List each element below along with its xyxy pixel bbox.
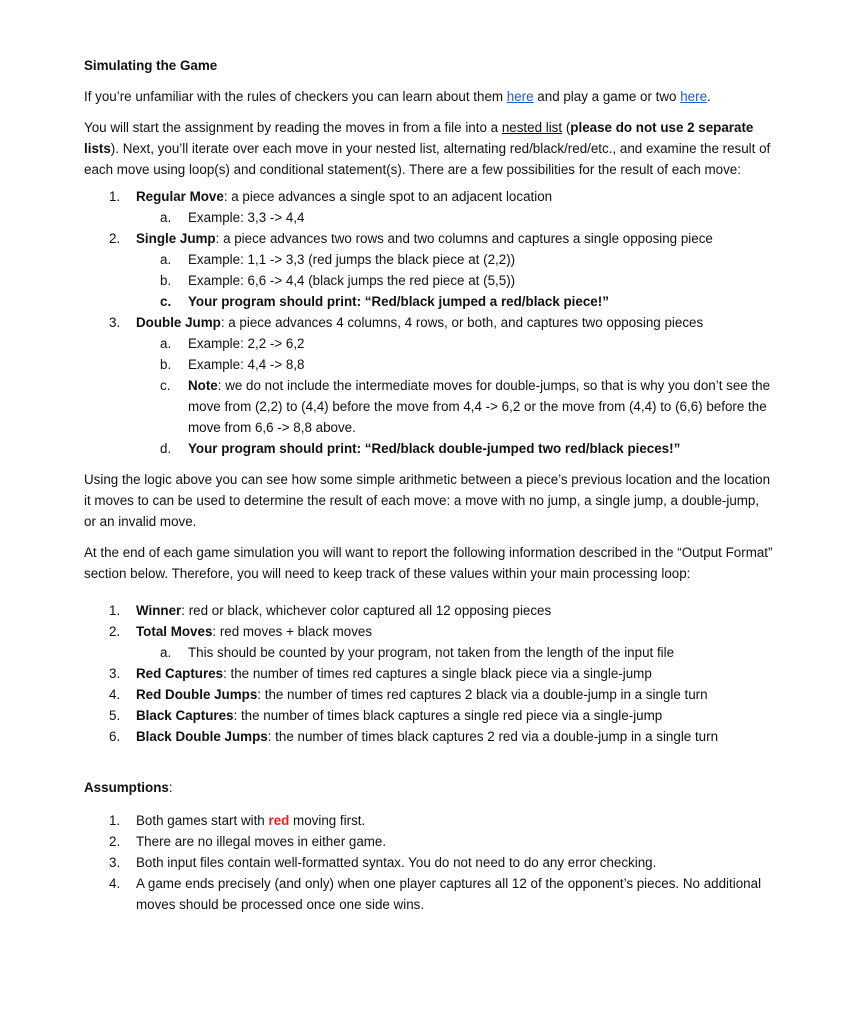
sub-bold-text: Your program should print: “Red/black double-jumped two red/black pieces!” (188, 441, 681, 456)
assumptions-heading (84, 777, 774, 798)
list-item (84, 312, 774, 459)
intro-paragraph (84, 86, 774, 107)
assumptions-title: Assumptions (84, 780, 169, 795)
assumptions-list (84, 810, 774, 915)
list-number: 4. (109, 876, 121, 891)
assignment-text-2: ( (562, 120, 571, 135)
intro-text: If you’re unfamiliar with the rules of checkers you can learn about them (84, 89, 507, 104)
list-term: Red Double Jumps (136, 687, 258, 702)
rules-link[interactable]: here (506, 89, 534, 104)
list-term: Red Captures (136, 666, 224, 681)
list-desc: : red or black, whichever color captured all 12 opposing pieces (181, 603, 552, 618)
sub-list-item (136, 207, 774, 228)
sub-letter: c. (160, 294, 172, 309)
sub-text: Example: 6,6 -> 4,4 (black jumps the red piece at (5,5)) (188, 273, 516, 288)
sub-list (136, 642, 774, 663)
list-term: Single Jump (136, 231, 216, 246)
sub-letter: a. (160, 645, 172, 660)
list-item (84, 726, 774, 747)
move-types-list (84, 186, 774, 459)
sub-list-item (136, 354, 774, 375)
list-number: 2. (109, 231, 121, 246)
sub-text: Example: 2,2 -> 6,2 (188, 336, 305, 351)
list-item (84, 600, 774, 621)
list-number: 3. (109, 855, 121, 870)
list-item (84, 621, 774, 663)
play-link[interactable]: here (680, 89, 708, 104)
list-term: Black Double Jumps (136, 729, 268, 744)
intro-mid-text: and play a game or two (533, 89, 681, 104)
list-term: Regular Move (136, 189, 224, 204)
sub-letter: b. (160, 357, 172, 372)
list-desc: There are no illegal moves in either game. (136, 834, 387, 849)
sub-bold-text: Your program should print: “Red/black jumped a red/black piece!” (188, 294, 609, 309)
sub-list-item (136, 291, 774, 312)
list-number: 1. (109, 189, 121, 204)
list-term: Winner (136, 603, 182, 618)
nested-list-term: nested list (501, 120, 563, 135)
red-highlight: red (268, 813, 290, 828)
list-number: 6. (109, 729, 121, 744)
list-number: 2. (109, 624, 121, 639)
report-list (84, 600, 774, 747)
sub-text: : we do not include the intermediate moves for double-jumps, so that is why you don’t see the move from (2,2) to (4,4) before the move from 4,4 -> 6,2 or the move from (4,4) to (6,6) before the move from 6,6 -> 8,8 above. (188, 378, 771, 435)
list-number: 1. (109, 813, 121, 828)
list-desc: Both games start with (136, 813, 269, 828)
sub-letter: b. (160, 273, 172, 288)
list-desc: : the number of times black captures 2 red via a double-jump in a single turn (267, 729, 719, 744)
sub-letter: a. (160, 336, 172, 351)
list-item (84, 684, 774, 705)
sub-letter: a. (160, 252, 172, 267)
list-number: 3. (109, 315, 121, 330)
list-item (84, 228, 774, 312)
list-number: 3. (109, 666, 121, 681)
list-item (84, 705, 774, 726)
assignment-text-3: ). Next, you’ll iterate over each move in your nested list, alternating red/black/red/etc., and examine the result of each move using loop(s) and conditional statement(s). There are a few possibilities for the result of each move: (84, 141, 771, 177)
sub-list-item (136, 438, 774, 459)
sub-list-item (136, 270, 774, 291)
sub-list-item (136, 333, 774, 354)
sub-letter: d. (160, 441, 172, 456)
list-desc: : a piece advances a single spot to an adjacent location (223, 189, 553, 204)
list-desc: : red moves + black moves (212, 624, 373, 639)
sub-list (136, 249, 774, 312)
list-item (84, 852, 774, 873)
sub-list-item (136, 249, 774, 270)
list-desc: A game ends precisely (and only) when one player captures all 12 of the opponent’s pieces. No additional moves should be processed once one side wins. (136, 876, 762, 912)
list-item (84, 663, 774, 684)
list-desc: : the number of times red captures 2 black via a double-jump in a single turn (257, 687, 708, 702)
document-body (84, 55, 774, 915)
sub-list-item (136, 375, 774, 438)
sub-bold-text: Note (188, 378, 218, 393)
list-desc: : a piece advances 4 columns, 4 rows, or both, and captures two opposing pieces (220, 315, 704, 330)
assignment-bold-note: please do not use 2 separate lists (84, 120, 754, 156)
list-term: Total Moves (136, 624, 213, 639)
sub-letter: a. (160, 210, 172, 225)
assignment-text-1: You will start the assignment by reading the moves in from a file into a (84, 120, 502, 135)
list-term: Black Captures (136, 708, 234, 723)
list-desc: moving first. (289, 813, 366, 828)
list-desc: : a piece advances two rows and two columns and captures a single opposing piece (215, 231, 713, 246)
list-number: 4. (109, 687, 121, 702)
sub-list (136, 207, 774, 228)
sub-text: Example: 1,1 -> 3,3 (red jumps the black piece at (2,2)) (188, 252, 516, 267)
sub-text: Example: 3,3 -> 4,4 (188, 210, 305, 225)
sub-text: Example: 4,4 -> 8,8 (188, 357, 305, 372)
list-item (84, 873, 774, 915)
logic-paragraph: Using the logic above you can see how some simple arithmetic between a piece’s previous location and the location it moves to can be used to determine the result of each move: a move with no jump, a single jump, a double-jump, or an invalid move. (84, 472, 771, 529)
sub-list-item (136, 642, 774, 663)
list-desc: : the number of times black captures a single red piece via a single-jump (233, 708, 663, 723)
list-number: 2. (109, 834, 121, 849)
list-number: 5. (109, 708, 121, 723)
list-number: 1. (109, 603, 121, 618)
list-desc: Both input files contain well-formatted syntax. You do not need to do any error checking. (136, 855, 657, 870)
intro-end-text: . (707, 89, 711, 104)
sub-list (136, 333, 774, 459)
list-term: Double Jump (136, 315, 221, 330)
list-item (84, 810, 774, 831)
sub-letter: c. (160, 378, 171, 393)
list-item (84, 831, 774, 852)
section-title: Simulating the Game (84, 58, 218, 73)
list-item (84, 186, 774, 228)
sub-text: This should be counted by your program, not taken from the length of the input file (188, 645, 675, 660)
assignment-paragraph (84, 117, 774, 180)
assumptions-colon: : (168, 780, 173, 795)
list-desc: : the number of times red captures a single black piece via a single-jump (223, 666, 652, 681)
report-intro-paragraph: At the end of each game simulation you will want to report the following information described in the “Output Format” section below. Therefore, you will need to keep track of these values within your main processing loop: (84, 545, 773, 581)
